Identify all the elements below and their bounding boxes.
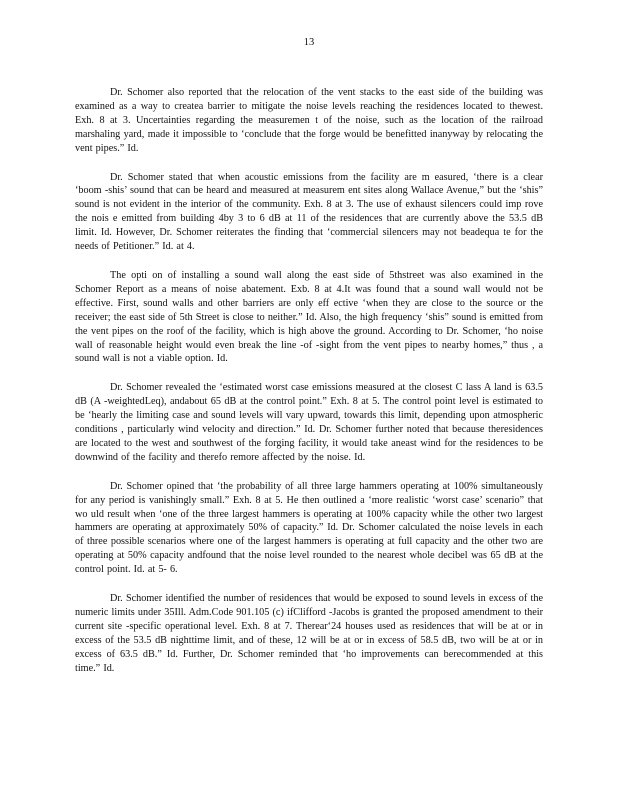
paragraph-vent-stacks: Dr. Schomer also reported that the relocation of the vent stacks to the east side of the building was examined as a way to createa barrier to mitigate the noise levels reaching the residences located to thewest. Exh. 8 at 3. Uncertainties regarding the measuremen t of the noise, such as the location of the railroad marshaling yard, made it impossible to ‘conclude that the forge would be benefitted inanyway by relocating the vent pipes.” Id. [75, 87, 543, 154]
paragraph-hammer-probability: Dr. Schomer opined that ‘the probability of all three large hammers operating at 100% simultaneously for any period is vanishingly small.” Exh. 8 at 5. He then outlined a ‘more realistic ‘worst case’ scenario” that wo uld result when ‘one of the three largest hammers is operating at 100% capacity while the other two largest hammers are operating at approximately 50% of capacity.” Id. Dr. Schomer calculated the noise levels in each of three possible scenarios where one of the largest hammers is operating at full capacity and the other two are operating at 50% capacity andfound that the noise level rounded to the nearest whole decibel was 65 dB at the control point. Id. at 5- 6. [75, 480, 543, 576]
paragraph-residences-exposed: Dr. Schomer identified the number of residences that would be exposed to sound levels in excess of the numeric limits under 35Ill. Adm.Code 901.105 (c) ifClifford -Jacobs is granted the proposed amendment to their current site -specific operational level. Exh. 8 at 7. Therear‘24 houses used as residences that will be at or in excess of the 53.5 dB nighttime limit, and of these, 12 will be at or in excess of 58.5 dB, two will be at or in excess of 63.5 dB.” Id. Further, Dr. Schomer reminded that ‘ho improvements can berecommended at this time.” Id. [75, 593, 543, 674]
page-number: 13 [303, 37, 315, 48]
paragraph-sound-wall: The opti on of installing a sound wall along the east side of 5thstreet was also examined in the Schomer Report as a means of noise abatement. Exb. 8 at 4.It was found that a sound wall would not be effective. First, sound walls and other barriers are only eff ective ‘when they are close to the source or the receiver; the east side of 5th Street is close to neither.” Id. Also, the high frequency ‘shis” sound is emitted from the vent pipes on the roof of the facility, which is high above the ground. According to Dr. Schomer, ‘ho noise wall of reasonable height would even break the line -of -sight from the vent pipes to nearby homes,” thus , a sound wall is not a viable option. Id. [75, 269, 543, 365]
body-text [75, 86, 543, 691]
paragraph-worst-case-emissions: Dr. Schomer revealed the ‘estimated worst case emissions measured at the closest C lass A land is 63.5 dB (A -weightedLeq), andabout 65 dB at the control point.” Exh. 8 at 5. The control point level is estimated to be ‘hearly the limiting case and sound levels will vary upward, towards this limit, depending upon atmospheric conditions , particularly wind velocity and direction.” Id. Dr. Schomer further noted that because theresidences are located to the west and southwest of the forging facility, it would take aneast wind for the residences to be downwind of the facility and therefo remore affected by the noise. Id. [75, 382, 543, 463]
paragraph-exhaust-silencers: Dr. Schomer stated that when acoustic emissions from the facility are m easured, ‘there is a clear ‘boom -shis’ sound that can be heard and measured at measurem ent sites along Wallace Avenue,” but the ‘shis” sound is not evident in the interior of the community. Exh. 8 at 3. The use of exhaust silencers could imp rove the nois e emitted from building 4by 3 to 6 dB at 11 of the residences that are currently above the 53.5 dB limit. Id. However, Dr. Schomer reiterates the finding that ‘commercial silencers may not beadequa te for the needs of Petitioner.” Id. at 4. [75, 171, 543, 253]
